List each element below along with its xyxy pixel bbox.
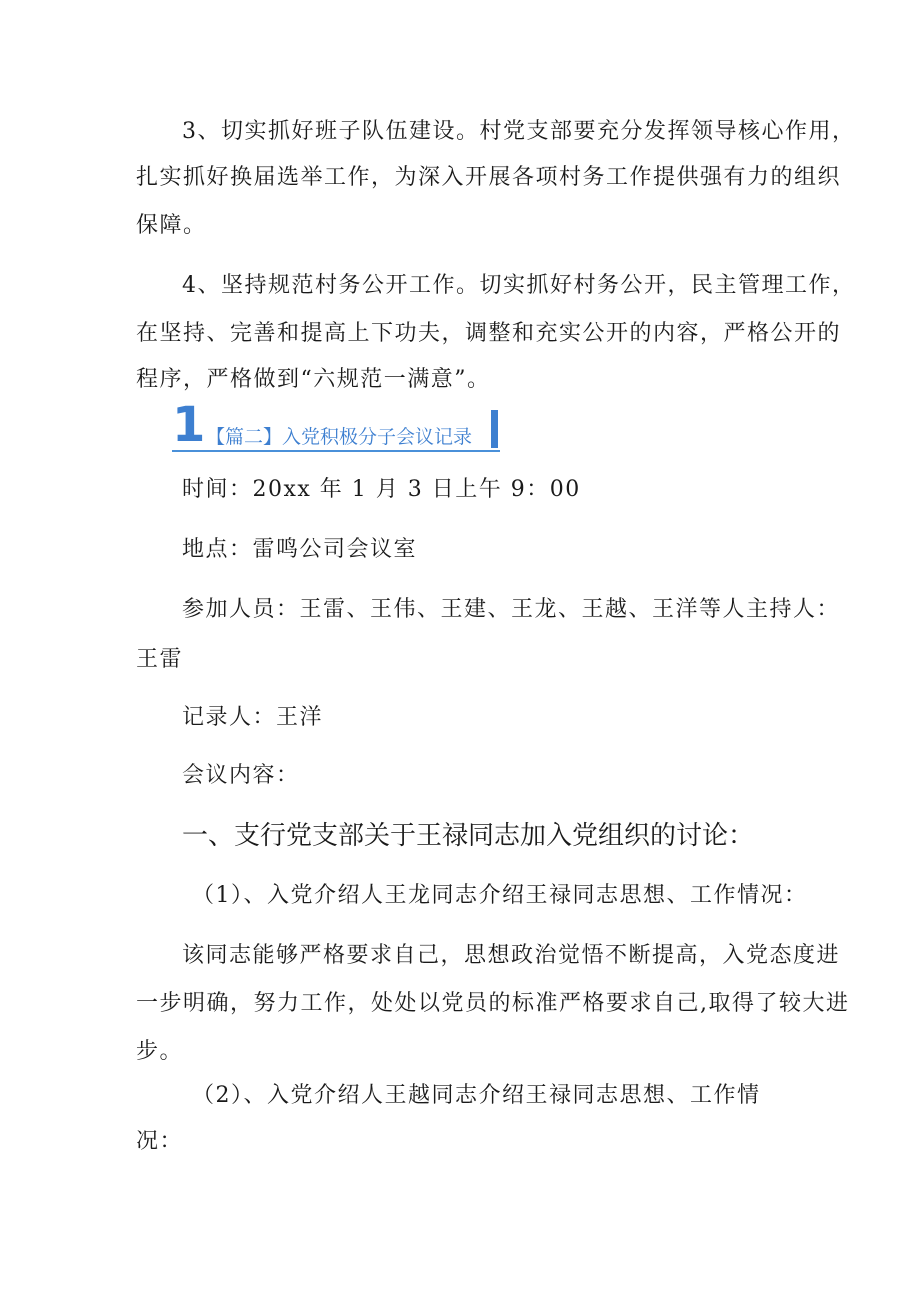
- section-number: 1: [172, 397, 206, 453]
- section-title-text: 【篇二】入党积极分子会议记录: [206, 426, 473, 448]
- meeting-attendees-line-1: 参加人员：王雷、王伟、王建、王龙、王越、王洋等人主持人：: [182, 597, 841, 622]
- item-2-heading-line-1: （2）、入党介绍人王越同志介绍王禄同志思想、工作情: [192, 1083, 761, 1108]
- meeting-attendees-line-2: 王雷: [136, 647, 184, 672]
- paragraph-4-line-1: 4、坚持规范村务公开工作。切实抓好村务公开，民主管理工作，: [182, 273, 856, 298]
- item-1-heading: （1）、入党介绍人王龙同志介绍王禄同志思想、工作情况：: [192, 883, 808, 908]
- heading-end-bar: [491, 410, 498, 448]
- discussion-heading: 一、支行党支部关于王禄同志加入党组织的讨论：: [182, 821, 755, 851]
- meeting-content-label: 会议内容：: [182, 763, 300, 788]
- meeting-time: 时间：20xx 年 1 月 3 日上午 9：00: [182, 477, 581, 502]
- item-1-body-line-2: 一步明确，努力工作，处处以党员的标准严格要求自己,取得了较大进: [136, 991, 850, 1016]
- paragraph-4-line-2: 在坚持、完善和提高上下功夫，调整和充实公开的内容，严格公开的: [136, 321, 842, 346]
- paragraph-3-line-1: 3、切实抓好班子队伍建设。村党支部要充分发挥领导核心作用，: [182, 119, 856, 144]
- meeting-place: 地点：雷鸣公司会议室: [182, 537, 418, 562]
- paragraph-3-line-2: 扎实抓好换届选举工作，为深入开展各项村务工作提供强有力的组织: [136, 165, 842, 190]
- paragraph-3-line-3: 保障。: [136, 213, 207, 238]
- item-1-body-line-1: 该同志能够严格要求自己，思想政治觉悟不断提高，入党态度进: [182, 943, 841, 968]
- item-1-body-line-3: 步。: [136, 1039, 184, 1064]
- meeting-recorder: 记录人：王洋: [182, 705, 324, 730]
- item-2-heading-line-2: 况：: [136, 1129, 184, 1154]
- paragraph-4-line-3: 程序，严格做到“六规范一满意”。: [136, 367, 491, 392]
- section-heading: [172, 397, 500, 453]
